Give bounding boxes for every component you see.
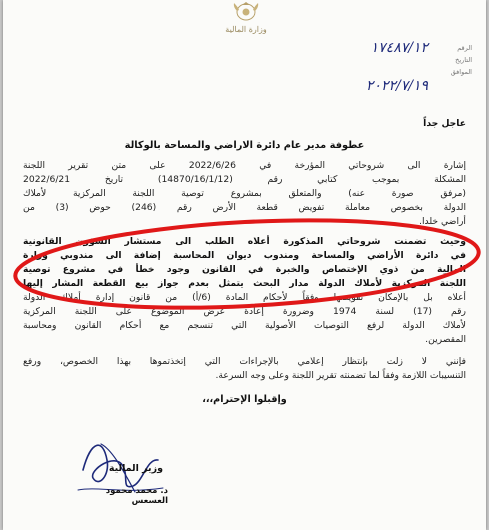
paragraph-2-line: أعلاه بل بالإمكان تفويضها وفقاً لأحكام المادة (6/أ) من قانون إدارة أملاك الدولة: [23, 292, 466, 303]
addressee: عطوفة مدير عام دائرة الاراضي والمساحة بالوكالة: [124, 140, 365, 151]
paragraph-1-line: المشكلة بموجب كتابي رقم (14870/16/1/12) تاريخ 2022/6/21: [23, 174, 466, 185]
letterhead-ministry: وزارة المالية: [225, 25, 267, 34]
paragraph-2-line: لأملاك الدولة لرفع التوصيات الأصولية التي تنسجم مع أحكام القانون ومحاسبة: [23, 320, 466, 331]
paragraph-2-line: وحيث تضمنت شروحاتي المذكورة أعلاه الطلب الى مستشار الشؤون القانونية: [23, 236, 466, 247]
paragraph-1-line: إشارة الى شروحاتي المؤرخة في 2022/6/26 على متن تقرير اللجنة: [23, 160, 466, 171]
signatory-title: وزير المالية: [108, 463, 163, 474]
paragraph-3-line: فإنني لا زلت بإنتظار إعلامي بالإجراءات التي إتخذتموها بهذا الخصوص، ورفع: [23, 356, 466, 367]
paragraph-2-line: المالية من ذوي الإختصاص والخبرة في القانون وجود خطأ في مشروع توصية: [23, 264, 466, 275]
paragraph-3-line: التنسيبات اللازمة وفقاً لما تضمنته تقرير اللجنة وعلى وجه السرعة.: [215, 370, 466, 381]
closing-salutation: وإقبلوا الإحترام،،،: [202, 394, 287, 405]
paragraph-2-line: اللجنة المركزية لأملاك الدولة مدار البحث يتمثل بعدم جواز بيع القطعة المشار إليها: [23, 278, 466, 289]
date-label: التاريخ: [455, 56, 472, 64]
paragraph-2-line: المقصرين.: [425, 334, 466, 345]
paragraph-1-line: (مرفق صورة عنه) والمتعلق بمشروع توصية اللجنة المركزية لأملاك: [23, 188, 466, 199]
letter-date: ٢٠٢٢/٧/١٩: [365, 78, 428, 94]
reference-number: ١٧٤٨٧/١٢: [370, 40, 428, 56]
paragraph-2-line: في دائرة الأراضي والمساحة ومندوب ديوان المحاسبة إضافة الى مندوبي وزارة: [23, 250, 466, 261]
red-highlight-ellipse: [13, 210, 481, 318]
paragraph-1-line: أراضي خلدا.: [419, 216, 466, 227]
corresponding-date-label: الموافق: [450, 68, 472, 76]
letter-page: [3, 0, 486, 530]
urgent-note: عاجل جداً: [423, 118, 466, 129]
reference-label: الرقم: [457, 44, 472, 52]
paragraph-1-line: الدولة بخصوص معاملة تفويض قطعة الأرض رقم (246) حوض (3) من: [23, 202, 467, 213]
signatory-name: د. محمد محمود العسعس: [105, 486, 168, 506]
highlight-annotation: [3, 0, 486, 530]
paragraph-2-line: رقم (17) لسنة 1974 وضرورة إعادة عرض الموضوع على اللجنة المركزية: [23, 306, 466, 317]
